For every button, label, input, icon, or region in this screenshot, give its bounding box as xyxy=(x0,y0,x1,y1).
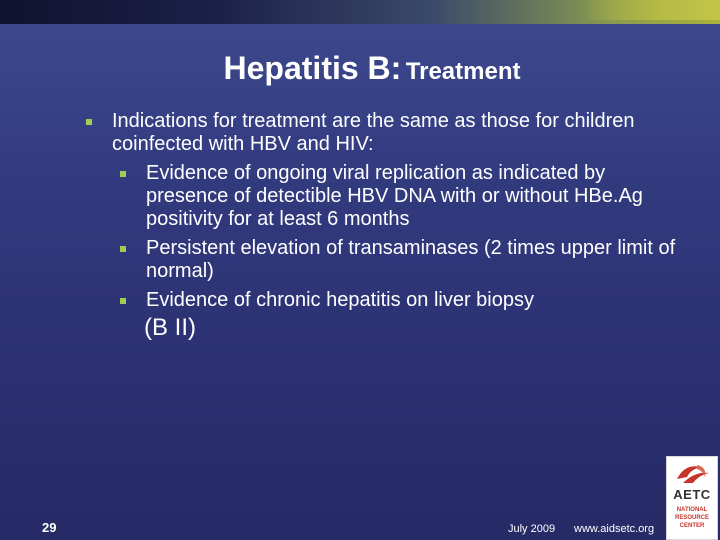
sub-bullet-text: Evidence of ongoing viral replication as indicated by presence of detectible HBV DNA with or without HBe.Ag positivity for at least 6 months xyxy=(146,162,643,230)
title-main: Hepatitis B: xyxy=(223,50,402,86)
logo-line-resource: RESOURCE xyxy=(674,515,709,521)
page-number: 29 xyxy=(42,520,57,535)
bullet-square-icon xyxy=(120,246,126,252)
bullet-square-icon xyxy=(120,298,126,304)
sub-bullet-item xyxy=(120,289,676,312)
slide-title xyxy=(0,50,720,87)
logo-line-center: CENTER xyxy=(679,523,705,529)
bullet-item xyxy=(86,110,676,156)
bullet-square-icon xyxy=(120,171,126,177)
top-corner-accent xyxy=(580,0,720,20)
aetc-swirl-icon xyxy=(667,459,717,489)
sub-bullet-item xyxy=(120,237,676,283)
citation: (B II) xyxy=(144,314,196,341)
title-sub: Treatment xyxy=(405,58,521,85)
sub-bullet-text: Evidence of chronic hepatitis on liver biopsy xyxy=(146,289,534,311)
aetc-logo xyxy=(666,456,718,540)
sub-bullet-item xyxy=(120,162,676,231)
logo-brand: AETC xyxy=(673,487,711,502)
sub-bullet-text: Persistent elevation of transaminases (2 times upper limit of normal) xyxy=(146,237,676,282)
bullet-square-icon xyxy=(86,119,92,125)
slide-body xyxy=(86,110,676,342)
bullet-text: Indications for treatment are the same as those for children coinfected with HBV and HIV: xyxy=(112,110,635,155)
footer-url[interactable]: www.aidsetc.org xyxy=(574,523,655,535)
footer-date: July 2009 xyxy=(508,523,556,535)
logo-line-national: NATIONAL xyxy=(676,507,708,513)
